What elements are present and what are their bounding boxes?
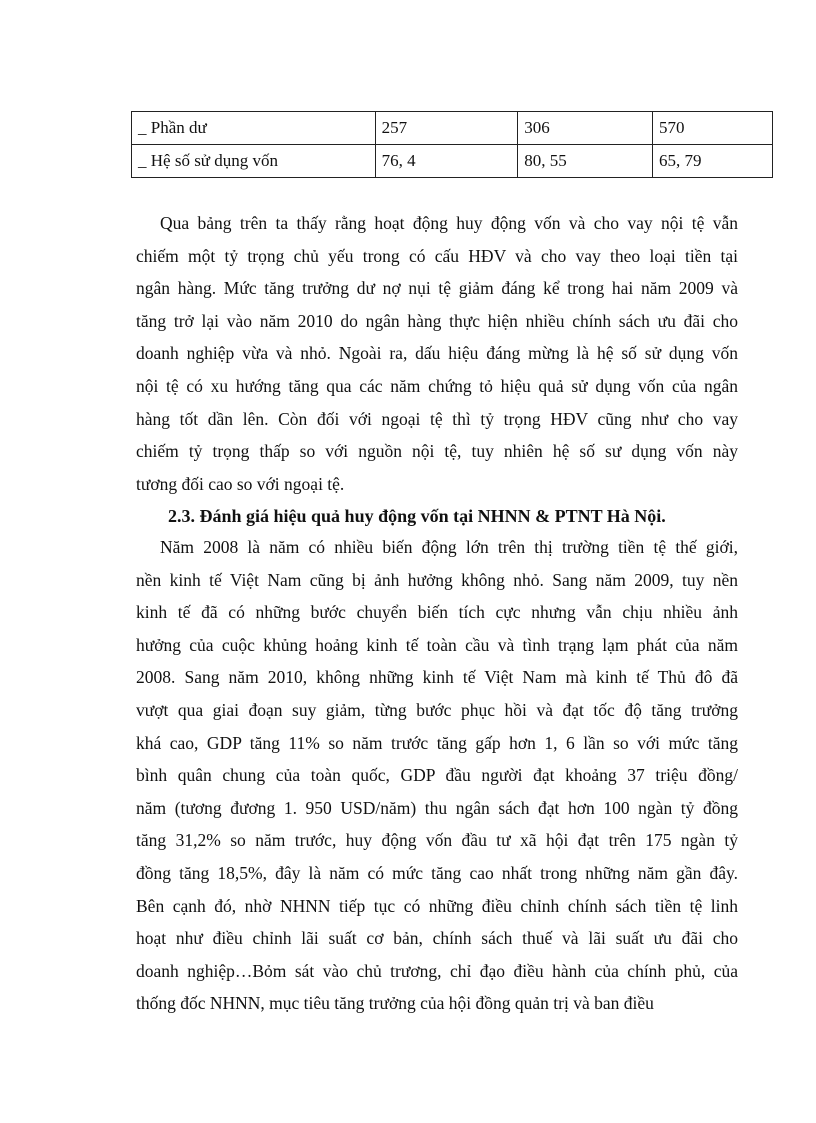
text-line: hưởng của cuộc khủng hoảng kinh tế toàn cầu và tình trạng lạm phát của năm [136,634,738,655]
table-row [132,112,773,145]
cell-value: 570 [652,112,772,145]
text-line: Qua bảng trên ta thấy rằng hoạt động huy động vốn và cho vay nội tệ vẫn [160,213,738,233]
text-line: nội tệ có xu hướng tăng qua các năm chứng tỏ hiệu quả sử dụng vốn của ngân [136,375,738,396]
paragraph-analysis [136,207,738,500]
cell-value: 80, 55 [518,145,653,178]
text-line: ngân hàng. Mức tăng trưởng dư nợ nụi tệ giảm đáng kể trong hai năm 2009 và [136,278,738,299]
cell-value: 257 [375,112,518,145]
text-line: hàng tốt dần lên. Còn đối với ngoại tệ thì tỷ trọng HĐV cũng như cho vay [136,408,738,429]
row-label: _ Phần dư [132,112,376,145]
text-line: Năm 2008 là năm có nhiều biến động lớn trên thị trường tiền tệ thế giới, [160,537,738,557]
text-line: năm (tương đương 1. 950 USD/năm) thu ngân sách đạt hơn 100 ngàn tỷ đồng [136,797,738,818]
text-line: khá cao, GDP tăng 11% so năm trước tăng gấp hơn 1, 6 lần so với mức tăng [136,732,738,753]
text-line: doanh nghiệp vừa và nhỏ. Ngoài ra, dấu hiệu đáng mừng là hệ số sử dụng vốn [136,343,738,364]
text-line: vượt qua giai đoạn suy giảm, từng bước phục hồi và đạt tốc độ tăng trưởng [136,699,738,720]
capital-table [131,111,773,178]
cell-value: 306 [518,112,653,145]
text-line: 2008. Sang năm 2010, không những kinh tế Việt Nam mà kinh tế Thủ đô đã [136,667,738,688]
text-line: đồng tăng 18,5%, đây là năm có mức tăng cao nhất trong những năm gần đây. [136,862,738,883]
text-line: Bên cạnh đó, nhờ NHNN tiếp tục có những điều chỉnh chính sách tiền tệ linh [136,895,738,916]
table-row [132,145,773,178]
text-line: tăng trở lại vào năm 2010 do ngân hàng thực hiện nhiều chính sách ưu đãi cho [136,310,738,331]
text-line: nền kinh tế Việt Nam cũng bị ảnh hưởng không nhỏ. Sang năm 2009, tuy nền [136,569,738,590]
row-label: _ Hệ số sử dụng vốn [132,145,376,178]
text-line: tăng 31,2% so năm trước, huy động vốn đầu tư xã hội đạt trên 175 ngàn tỷ [136,830,738,851]
text-line: tương đối cao so với ngoại tệ. [136,473,345,494]
text-line: chiếm tỷ trọng thấp so với nguồn nội tệ, tuy nhiên hệ số sư dụng vốn này [136,441,738,462]
cell-value: 76, 4 [375,145,518,178]
text-line: doanh nghiệp…Bỏm sát vào chủ trương, chỉ đạo điều hành của chính phủ, của [136,960,738,981]
cell-value: 65, 79 [652,145,772,178]
text-line: chiếm một tỷ trọng chủ yếu trong có cấu HĐV và cho vay theo loại tiền tại [136,245,738,266]
text-line: hoạt như điều chỉnh lãi suất cơ bản, chính sách thuế và lãi suất ưu đãi cho [136,928,738,949]
section-heading: 2.3. Đánh giá hiệu quả huy động vốn tại NHNN & PTNT Hà Nội. [168,506,666,526]
paragraph-evaluation [136,531,738,1020]
text-line: thống đốc NHNN, mục tiêu tăng trưởng của hội đồng quản trị và ban điều [136,993,654,1014]
text-line: kinh tế đã có những bước chuyển biến tích cực nhưng vẫn chịu nhiều ảnh [136,602,738,623]
text-line: bình quân chung của toàn quốc, GDP đầu người đạt khoảng 37 triệu đồng/ [136,765,738,786]
